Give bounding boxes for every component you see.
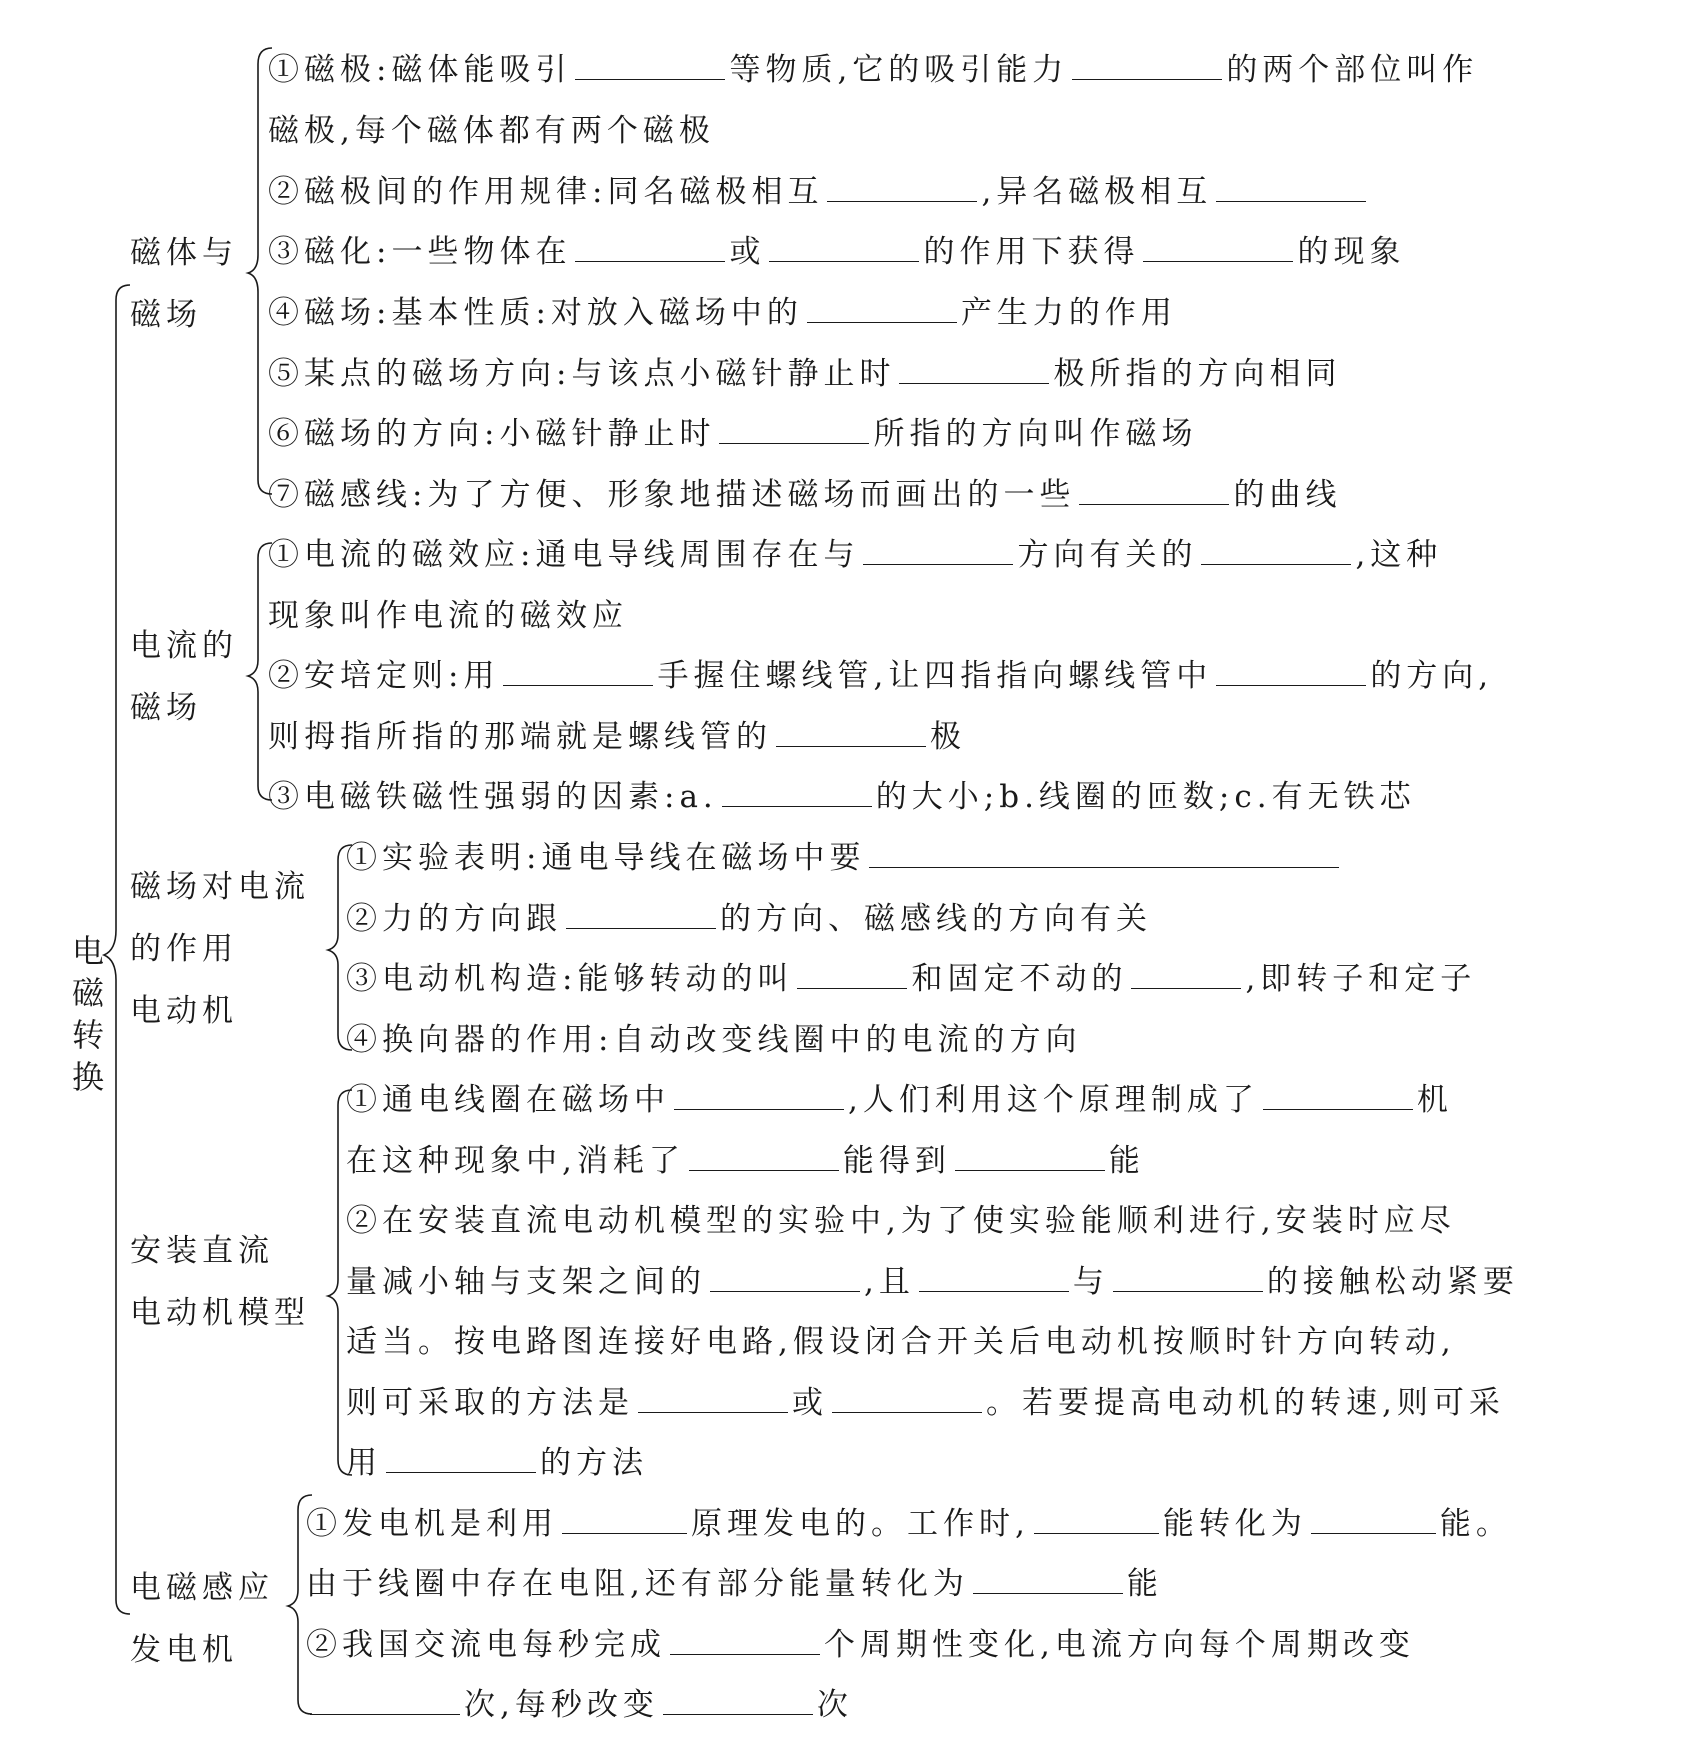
s3-line-4: [346, 1020, 1081, 1060]
s1-line-5: [268, 293, 1177, 333]
fill-blank[interactable]: [1143, 233, 1293, 262]
fill-blank[interactable]: [566, 900, 716, 929]
label-line: 电动机: [130, 993, 238, 1029]
label-line: 安装直流: [130, 1233, 274, 1269]
label-line: 磁场: [130, 690, 202, 726]
fill-blank[interactable]: [719, 415, 869, 444]
section-label-force-motor: [130, 856, 310, 1042]
fill-blank[interactable]: [310, 1686, 460, 1715]
text-segment: 则可采取的方法是: [346, 1385, 634, 1421]
text-segment: 现象叫作电流的磁效应: [268, 598, 628, 634]
s4-line-2: [346, 1141, 1145, 1181]
text-segment: 次: [816, 1687, 853, 1723]
s4-line-6: [346, 1383, 1505, 1423]
s2-line-2: [268, 596, 628, 636]
text-segment: 用: [346, 1445, 382, 1481]
fill-blank[interactable]: [797, 960, 907, 989]
text-segment: 的现象: [1297, 234, 1406, 270]
text-segment: ①电流的磁效应:通电导线周围存在与: [268, 537, 860, 573]
text-segment: 能。: [1439, 1506, 1512, 1542]
s4-line-1: [346, 1080, 1453, 1120]
label-line: 磁场对电流: [130, 869, 310, 905]
section-label-induction: [130, 1557, 274, 1681]
text-segment: ,且: [864, 1264, 915, 1300]
s5-line-3: [306, 1625, 1415, 1665]
fill-blank[interactable]: [1311, 1505, 1436, 1534]
fill-blank[interactable]: [1216, 173, 1366, 202]
label-line: 电流的: [130, 628, 238, 664]
label-line: 的作用: [130, 931, 238, 967]
text-segment: 的方向,: [1370, 658, 1494, 694]
text-segment: 量减小轴与支架之间的: [346, 1264, 706, 1300]
fill-blank[interactable]: [863, 536, 1013, 565]
s4-line-4: [346, 1262, 1519, 1302]
fill-blank[interactable]: [1263, 1081, 1413, 1110]
s1-line-3: [268, 172, 1370, 212]
fill-blank[interactable]: [638, 1384, 788, 1413]
fill-blank[interactable]: [869, 839, 1339, 868]
fill-blank[interactable]: [575, 233, 725, 262]
text-segment: ,异名磁极相互: [981, 174, 1213, 210]
text-segment: ④换向器的作用:自动改变线圈中的电流的方向: [346, 1022, 1082, 1058]
text-segment: ,即转子和定子: [1245, 961, 1477, 997]
text-segment: 。若要提高电动机的转速,则可采: [986, 1385, 1505, 1421]
fill-blank[interactable]: [670, 1626, 820, 1655]
text-segment: ①通电线圈在磁场中: [346, 1082, 670, 1118]
text-segment: 的方法: [540, 1445, 648, 1481]
fill-blank[interactable]: [562, 1505, 687, 1534]
fill-blank[interactable]: [973, 1565, 1123, 1594]
text-segment: ,人们利用这个原理制成了: [848, 1082, 1259, 1118]
fill-blank[interactable]: [1131, 960, 1241, 989]
label-line: 磁体与: [130, 235, 238, 271]
fill-blank[interactable]: [1034, 1505, 1159, 1534]
fill-blank[interactable]: [503, 657, 653, 686]
text-segment: ②磁极间的作用规律:同名磁极相互: [268, 174, 824, 210]
text-segment: 的曲线: [1233, 477, 1342, 513]
s1-line-4: [268, 232, 1405, 272]
s4-line-3: [346, 1201, 1456, 1241]
text-segment: 与: [1072, 1264, 1109, 1300]
text-segment: ②在安装直流电动机模型的实验中,为了使实验能顺利进行,安装时应尽: [346, 1203, 1456, 1239]
text-segment: 适当。按电路图连接好电路,假设闭合开关后电动机按顺时针方向转动,: [346, 1324, 1456, 1360]
text-segment: 在这种现象中,消耗了: [346, 1143, 685, 1179]
s4-line-7: [346, 1443, 648, 1483]
text-segment: 的方向、磁感线的方向有关: [720, 901, 1152, 937]
section-label-magnet: [130, 222, 238, 346]
text-segment: ,这种: [1355, 537, 1443, 573]
fill-blank[interactable]: [1079, 476, 1229, 505]
text-segment: 能得到: [842, 1143, 951, 1179]
text-segment: 或: [729, 234, 766, 270]
text-segment: 的接触松动紧要: [1266, 1264, 1519, 1300]
text-segment: ③电动机构造:能够转动的叫: [346, 961, 794, 997]
s3-line-1: [346, 838, 1343, 878]
s2-line-1: [268, 535, 1442, 575]
root-label: [68, 930, 108, 1098]
fill-blank[interactable]: [955, 1142, 1105, 1171]
s3-line-3: [346, 959, 1476, 999]
s5-line-1: [306, 1504, 1512, 1544]
text-segment: 能: [1108, 1143, 1145, 1179]
text-segment: 由于线圈中存在电阻,还有部分能量转化为: [306, 1566, 969, 1602]
fill-blank[interactable]: [1201, 536, 1351, 565]
text-segment: 个周期性变化,电流方向每个周期改变: [824, 1627, 1415, 1663]
text-segment: 次,每秒改变: [464, 1687, 659, 1723]
section-label-dc-motor-model: [130, 1220, 310, 1344]
text-segment: 产生力的作用: [960, 295, 1177, 331]
text-segment: ③电磁铁磁性强弱的因素:a.: [268, 779, 718, 815]
text-segment: 磁极,每个磁体都有两个磁极: [268, 113, 715, 149]
s3-line-2: [346, 899, 1152, 939]
label-line: 磁场: [130, 297, 202, 333]
fill-blank[interactable]: [1113, 1263, 1263, 1292]
root-char: 转: [71, 1016, 104, 1054]
s2-line-5: [268, 777, 1416, 817]
text-segment: 能转化为: [1162, 1506, 1307, 1542]
text-segment: ⑥磁场的方向:小磁针静止时: [268, 416, 716, 452]
fill-blank[interactable]: [769, 233, 919, 262]
s1-line-2: [268, 111, 715, 151]
text-segment: 极: [930, 719, 966, 755]
text-segment: 的两个部位叫作: [1226, 52, 1479, 88]
root-char: 电: [71, 932, 104, 970]
s5-line-2: [306, 1564, 1163, 1604]
s4-line-5: [346, 1322, 1456, 1362]
text-segment: 手握住螺线管,让四指指向螺线管中: [657, 658, 1213, 694]
text-segment: ②安培定则:用: [268, 658, 500, 694]
fill-blank[interactable]: [832, 1384, 982, 1413]
fill-blank[interactable]: [1216, 657, 1366, 686]
fill-blank[interactable]: [689, 1142, 839, 1171]
s2-line-4: [268, 717, 966, 757]
s5-line-4: [306, 1685, 853, 1725]
fill-blank[interactable]: [919, 1263, 1069, 1292]
s1-line-6: [268, 354, 1341, 394]
fill-blank[interactable]: [776, 718, 926, 747]
text-segment: 能: [1126, 1566, 1163, 1602]
text-segment: ①发电机是利用: [306, 1506, 558, 1542]
root-char: 换: [71, 1058, 104, 1096]
root-char: 磁: [71, 974, 104, 1012]
text-segment: ④磁场:基本性质:对放入磁场中的: [268, 295, 803, 331]
fill-blank[interactable]: [710, 1263, 860, 1292]
text-segment: 所指的方向叫作磁场: [873, 416, 1198, 452]
text-segment: 和固定不动的: [911, 961, 1128, 997]
label-line: 电动机模型: [130, 1295, 310, 1331]
text-segment: ②力的方向跟: [346, 901, 562, 937]
text-segment: ③磁化:一些物体在: [268, 234, 572, 270]
fill-blank[interactable]: [807, 294, 957, 323]
fill-blank[interactable]: [827, 173, 977, 202]
fill-blank[interactable]: [674, 1081, 844, 1110]
label-line: 发电机: [130, 1632, 238, 1668]
text-segment: ②我国交流电每秒完成: [306, 1627, 666, 1663]
s1-line-1: [268, 50, 1478, 90]
fill-blank[interactable]: [899, 355, 1049, 384]
section-label-current-field: [130, 615, 238, 739]
text-segment: 原理发电的。工作时,: [691, 1506, 1030, 1542]
text-segment: 方向有关的: [1017, 537, 1198, 573]
text-segment: ⑤某点的磁场方向:与该点小磁针静止时: [268, 356, 896, 392]
text-segment: 机: [1416, 1082, 1453, 1118]
text-segment: 的作用下获得: [923, 234, 1140, 270]
fill-blank[interactable]: [663, 1686, 813, 1715]
fill-blank[interactable]: [1072, 51, 1222, 80]
label-line: 电磁感应: [130, 1570, 274, 1606]
fill-blank[interactable]: [386, 1444, 536, 1473]
text-segment: ①实验表明:通电导线在磁场中要: [346, 840, 866, 876]
fill-blank[interactable]: [575, 51, 725, 80]
s1-line-8: [268, 475, 1341, 515]
text-segment: ⑦磁感线:为了方便、形象地描述磁场而画出的一些: [268, 477, 1076, 513]
text-segment: 极所指的方向相同: [1053, 356, 1342, 392]
fill-blank[interactable]: [722, 778, 872, 807]
text-segment: 等物质,它的吸引能力: [729, 52, 1069, 88]
text-segment: 的大小;b.线圈的匝数;c.有无铁芯: [875, 779, 1416, 815]
s2-line-3: [268, 656, 1493, 696]
text-segment: 则拇指所指的那端就是螺线管的: [268, 719, 772, 755]
s1-line-7: [268, 414, 1197, 454]
text-segment: ①磁极:磁体能吸引: [268, 52, 572, 88]
text-segment: 或: [792, 1385, 828, 1421]
